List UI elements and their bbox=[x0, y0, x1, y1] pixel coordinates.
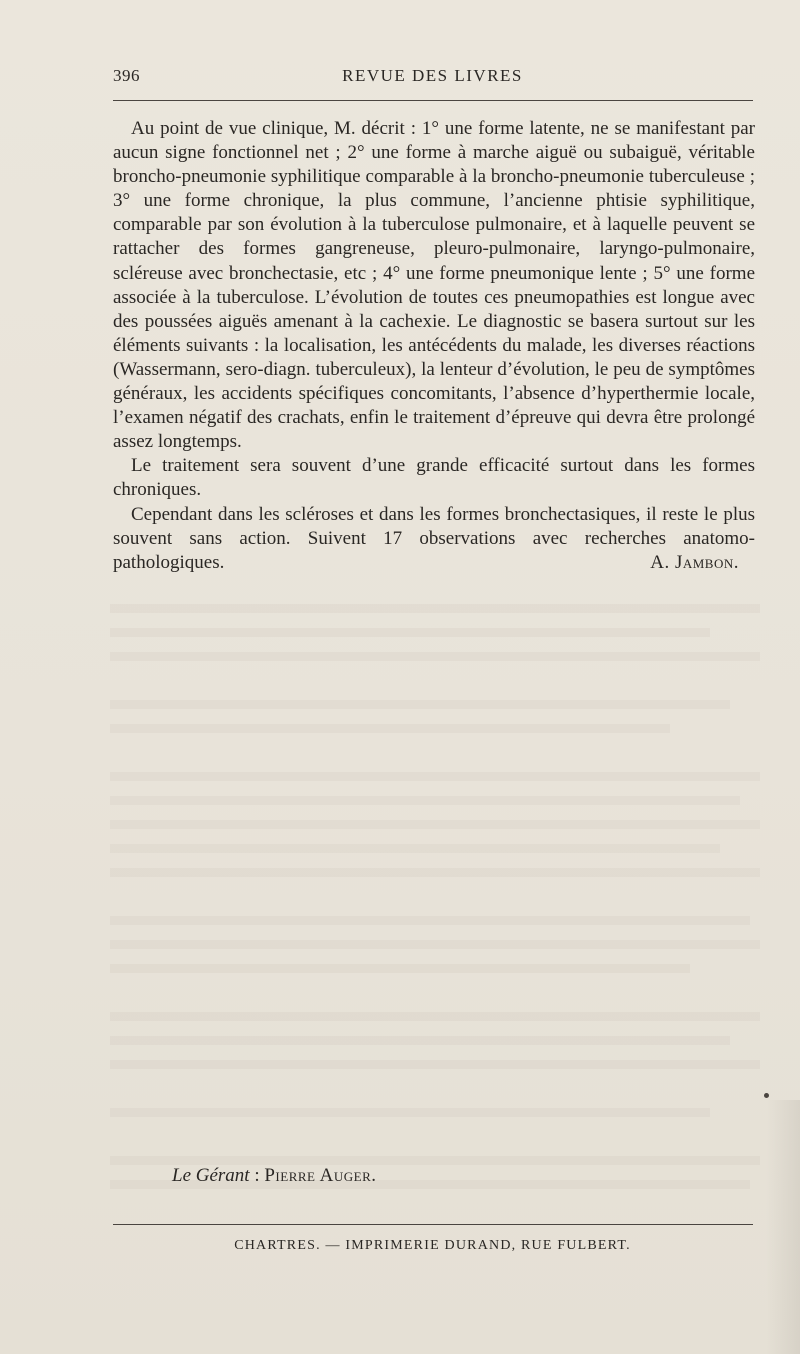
bleed-through-line bbox=[110, 916, 750, 925]
bleed-through-line bbox=[110, 772, 760, 781]
bleed-through-line bbox=[110, 1012, 760, 1021]
header-rule bbox=[113, 100, 753, 101]
page-edge-shadow bbox=[766, 1100, 800, 1354]
paper-speck bbox=[764, 1093, 769, 1098]
bleed-through-line bbox=[110, 604, 760, 613]
paragraph-clinical-forms: Au point de vue clinique, M. décrit : 1° une forme latente, ne se manifestant par aucun signe fonctionnel net ; 2° une forme à marche aiguë ou subaiguë, véritable broncho-pneumonie syphilitique comparable à la broncho-pneumonie tuberculeuse ; 3° une forme chronique, la plus commune, l’ancienne phtisie syphilitique, comparable par son évolution à la tuberculose pulmonaire, et à laquelle peuvent se rattacher des formes gangreneuse, pleuro-pulmonaire, laryngo-pulmonaire, scléreuse avec bronchectasie, etc ; 4° une forme pneumonique lente ; 5° une forme associée à la tuberculose. L’évolution de toutes ces pneumopathies est longue avec des poussées aiguës amenant à la cachexie. Le diagnostic se basera surtout sur les éléments suivants : la localisation, les antécédents du malade, les diverses réactions (Wassermann, sero-diagn. tuberculeux), la lenteur d’évolution, le peu de symptômes généraux, les accidents spécifiques concomitants, l’absence d’hyperthermie locale, l’examen négatif des crachats, enfin le traitement d’épreuve qui devra être prolongé assez longtemps. bbox=[113, 118, 755, 453]
footer-rule bbox=[113, 1224, 753, 1225]
bleed-through-line bbox=[110, 652, 760, 661]
bleed-through-line bbox=[110, 1108, 710, 1117]
bleed-through-line bbox=[110, 820, 760, 829]
bleed-through-line bbox=[110, 1036, 730, 1045]
article-body bbox=[113, 117, 755, 575]
running-title: REVUE DES LIVRES bbox=[342, 66, 523, 85]
gerant-line bbox=[172, 1165, 377, 1187]
bleed-through-line bbox=[110, 628, 710, 637]
printer-imprint: CHARTRES. — IMPRIMERIE DURAND, RUE FULBERT. bbox=[234, 1238, 631, 1253]
bleed-through-line bbox=[110, 964, 690, 973]
author-signature: A. Jambon. bbox=[650, 551, 739, 573]
bleed-through-line bbox=[110, 700, 730, 709]
gerant-name: Pierre Auger. bbox=[264, 1165, 377, 1186]
bleed-through-line bbox=[110, 844, 720, 853]
gerant-separator: : bbox=[249, 1165, 265, 1186]
bleed-through-line bbox=[110, 868, 760, 877]
bleed-through-line bbox=[110, 1156, 760, 1165]
page-number: 396 bbox=[113, 66, 140, 85]
bleed-through-line bbox=[110, 724, 670, 733]
paragraph-conclusion: Cependant dans les scléroses et dans les formes bronchectasiques, il reste le plus souvent sans action. Suivent 17 observations avec recherches anatomo-pathologiques. bbox=[113, 503, 755, 573]
bleed-through-line bbox=[110, 796, 740, 805]
paragraph-treatment: Le traitement sera souvent d’une grande efficacité surtout dans les formes chroniques. bbox=[113, 455, 755, 501]
bleed-through-line bbox=[110, 1060, 760, 1069]
gerant-label: Le Gérant bbox=[172, 1165, 250, 1186]
bleed-through-line bbox=[110, 940, 760, 949]
